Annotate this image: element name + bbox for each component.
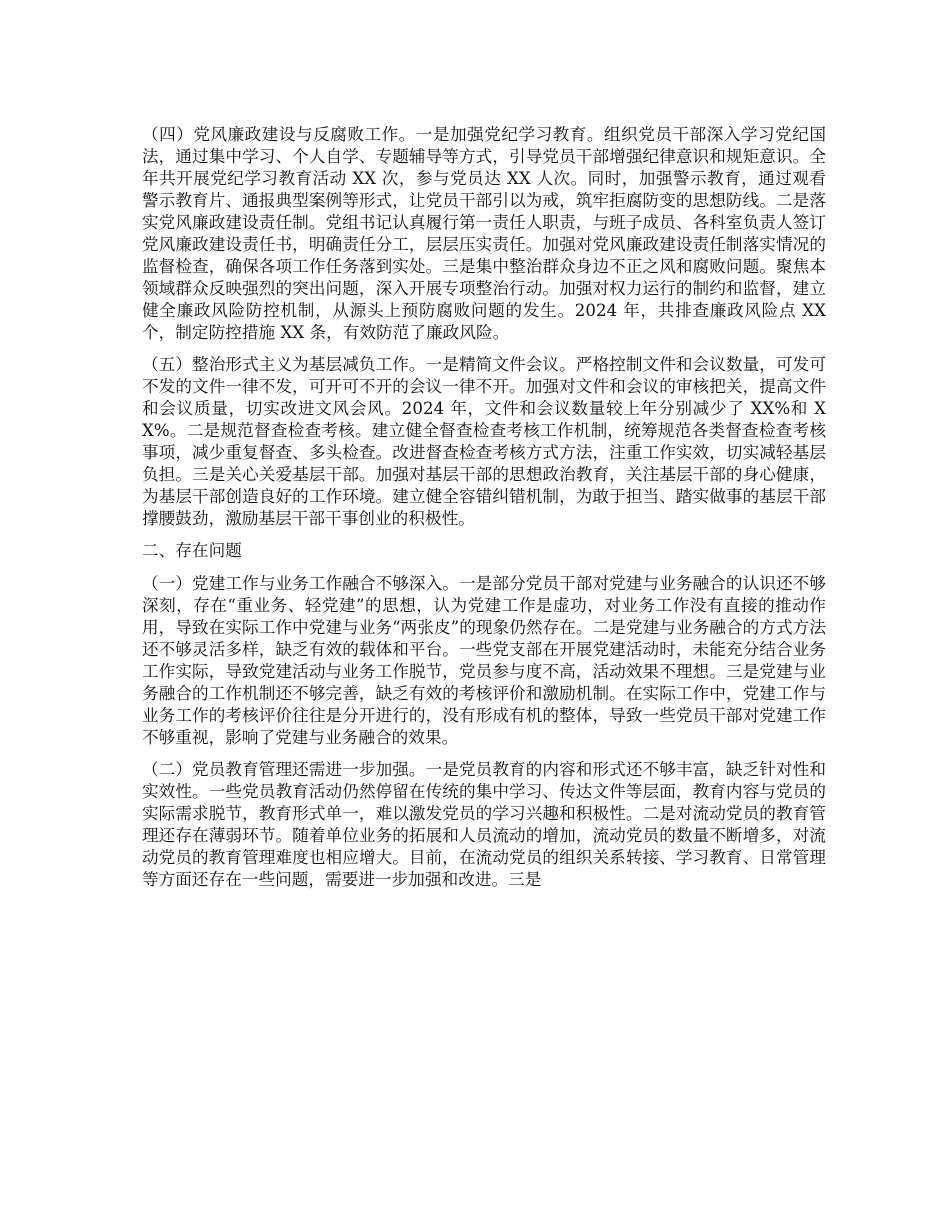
section-heading-problems: 二、存在问题 xyxy=(142,541,242,560)
paragraph-party-integrity: （四）党风廉政建设与反腐败工作。一是加强党纪学习教育。组织党员干部深入学习党纪国法，通过集中学习、个人自学、专题辅导等方式，引导党员干部增强纪律意识和规矩意识。全年共开展党纪学习教育活动 XX 次，参与党员达 XX 人次。同时，加强警示教育，通过观看警示教育片、通报典型案例等形式，让党员干部引以为戒，筑牢拒腐防变的思想防线。二是落实党风廉政建设责任制。党组书记认真履行第一责任人职责，与班子成员、各科室负责人签订党风廉政建设责任书，明确责任分工，层层压实责任。加强对党风廉政建设责任制落实情况的监督检查，确保各项工作任务落到实处。三是集中整治群众身边不正之风和腐败问题。聚焦本领域群众反映强烈的突出问题，深入开展专项整治行动。加强对权力运行的制约和监督，建立健全廉政风险防控机制，从源头上预防腐败问题的发生。2024 年，共排查廉政风险点 XX 个，制定防控措施 XX 条，有效防范了廉政风险。 xyxy=(142,125,826,342)
document-page xyxy=(142,124,826,901)
paragraph-education-issue: （二）党员教育管理还需进一步加强。一是党员教育的内容和形式还不够丰富，缺乏针对性和实效性。一些党员教育活动仍然停留在传统的集中学习、传达文件等层面，教育内容与党员的实际需求脱节，教育形式单一，难以激发党员的学习兴趣和积极性。二是对流动党员的教育管理还存在薄弱环节。随着单位业务的拓展和人员流动的增加，流动党员的数量不断增多，对流动党员的教育管理难度也相应增大。目前，在流动党员的组织关系转接、学习教育、日常管理等方面还存在一些问题，需要进一步加强和改进。三是 xyxy=(142,760,826,889)
paragraph-integration-issue: （一）党建工作与业务工作融合不够深入。一是部分党员干部对党建与业务融合的认识还不够深刻，存在“重业务、轻党建”的思想，认为党建工作是虚功，对业务工作没有直接的推动作用，导致在实际工作中党建与业务“两张皮”的现象仍然存在。二是党建与业务融合的方式方法还不够灵活多样，缺乏有效的载体和平台。一些党支部在开展党建活动时，未能充分结合业务工作实际，导致党建活动与业务工作脱节，党员参与度不高，活动效果不理想。三是党建与业务融合的工作机制还不够完善，缺乏有效的考核评价和激励机制。在实际工作中，党建工作与业务工作的考核评价往往是分开进行的，没有形成有机的整体，导致一些党员干部对党建工作不够重视，影响了党建与业务融合的效果。 xyxy=(142,574,826,747)
paragraph-formalism-reduction: （五）整治形式主义为基层减负工作。一是精简文件会议。严格控制文件和会议数量，可发可不发的文件一律不发，可开可不开的会议一律不开。加强对文件和会议的审核把关，提高文件和会议质量，切实改进文风会风。2024 年，文件和会议数量较上年分别减少了 XX%和 XX%。二是规范督查检查考核。建立健全督查检查考核工作机制，统筹规范各类督查检查考核事项，减少重复督查、多头检查。改进督查检查考核方式方法，注重工作实效，切实减轻基层负担。三是关心关爱基层干部。加强对基层干部的思想政治教育，关注基层干部的身心健康，为基层干部创造良好的工作环境。建立健全容错纠错机制，为敢于担当、踏实做事的基层干部撑腰鼓劲，激励基层干部干事创业的积极性。 xyxy=(142,355,826,528)
